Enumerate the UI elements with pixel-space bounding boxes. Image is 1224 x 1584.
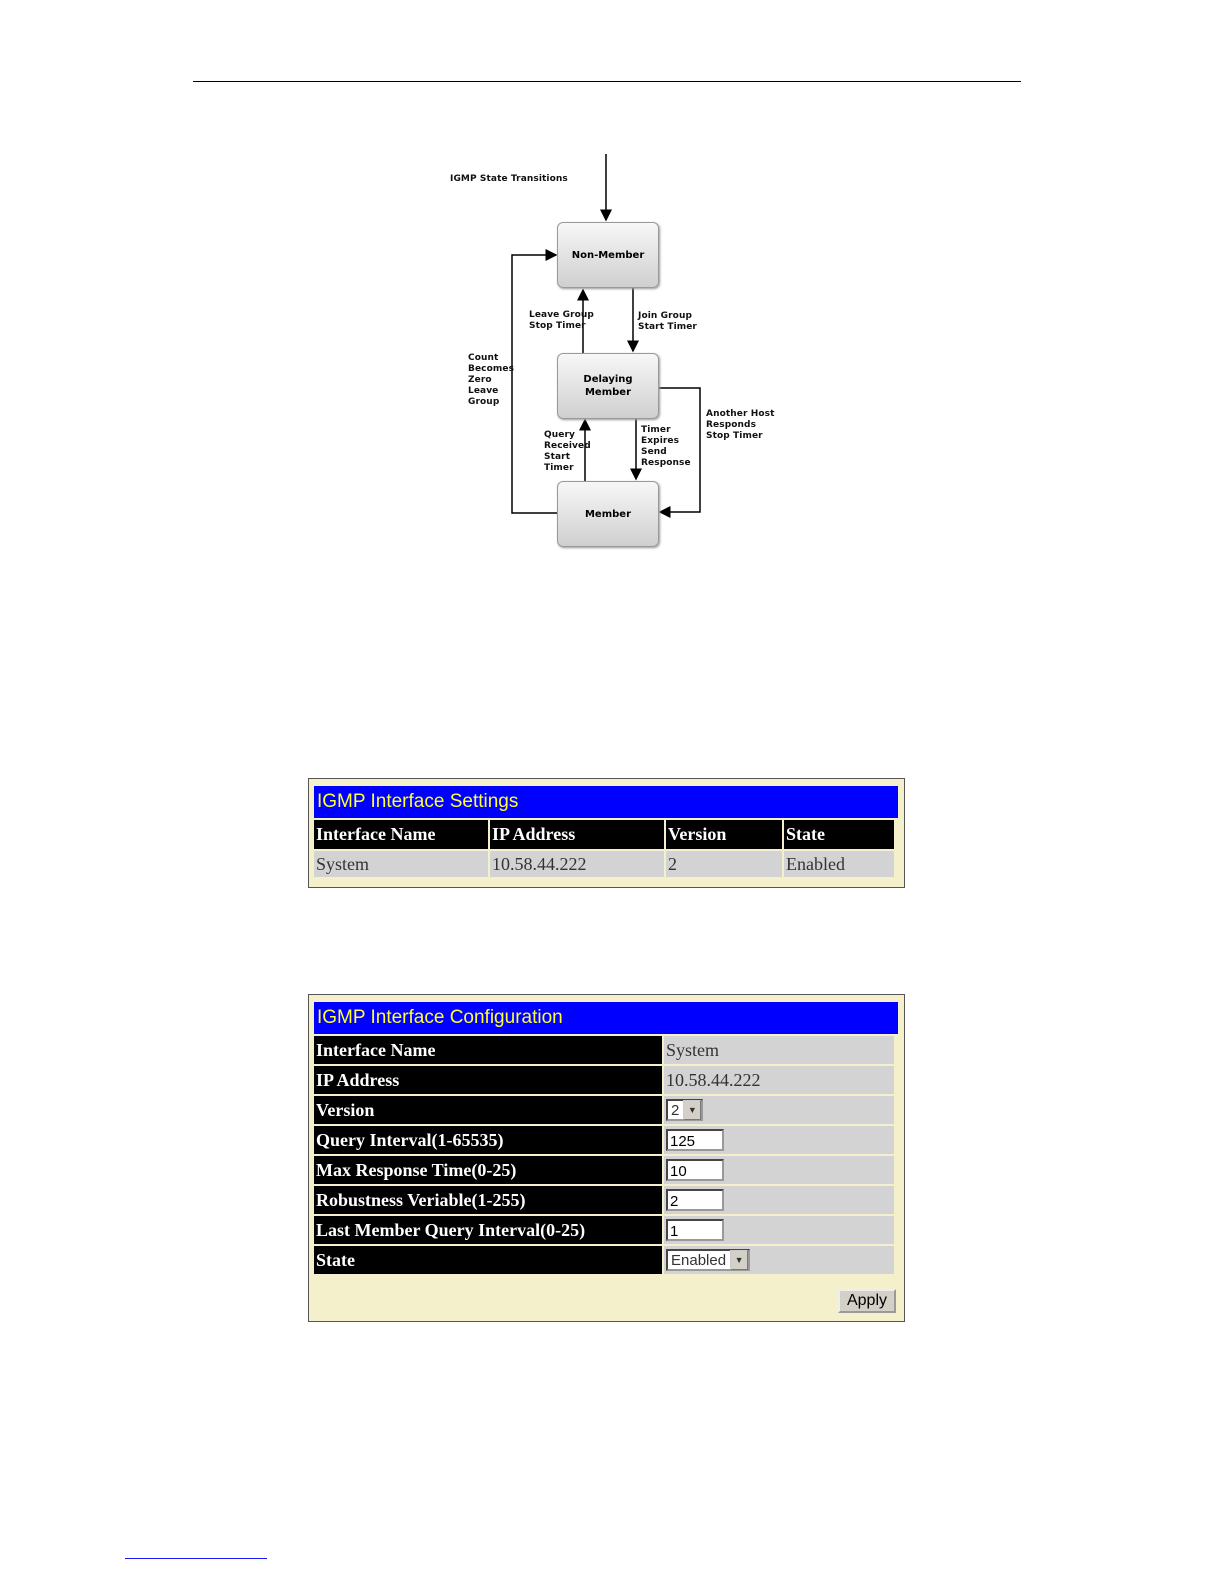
row-max-response [314, 1156, 894, 1184]
leave-group-label: Leave Group Stop Timer [529, 310, 594, 331]
apply-button[interactable]: Apply [838, 1289, 896, 1313]
last-member-input[interactable]: 1 [666, 1219, 724, 1241]
version-label: Version [314, 1096, 662, 1124]
settings-header-row [314, 820, 894, 849]
interface-name-value: System [664, 1036, 894, 1064]
igmp-config-panel [308, 994, 905, 1322]
interface-name-label: Interface Name [314, 1036, 662, 1064]
col-version: Version [666, 820, 782, 849]
query-interval-label: Query Interval(1-65535) [314, 1126, 662, 1154]
count-zero-label: Count Becomes Zero Leave Group [468, 353, 515, 407]
robustness-input[interactable]: 2 [666, 1189, 724, 1211]
ip-cell: 10.58.44.222 [490, 851, 664, 877]
row-robustness [314, 1186, 894, 1214]
row-ip-address [314, 1066, 894, 1094]
config-title: IGMP Interface Configuration [314, 1002, 898, 1034]
query-received-label: Query Received Start Timer [544, 430, 591, 473]
state-non-member: Non-Member [557, 222, 659, 288]
footer-rule [125, 1558, 267, 1559]
state-select[interactable]: Enabled ▼ [666, 1249, 750, 1271]
header-rule [193, 81, 1021, 82]
chevron-down-icon[interactable]: ▼ [683, 1100, 701, 1120]
robustness-label: Robustness Veriable(1-255) [314, 1186, 662, 1214]
ip-address-label: IP Address [314, 1066, 662, 1094]
ip-address-value: 10.58.44.222 [664, 1066, 894, 1094]
state-cell: Enabled [784, 851, 894, 877]
row-interface-name [314, 1036, 894, 1064]
row-version [314, 1096, 894, 1124]
col-ip-address: IP Address [490, 820, 664, 849]
interface-link[interactable]: System [314, 851, 488, 877]
diagram-title: IGMP State Transitions [450, 174, 568, 184]
igmp-state-diagram [440, 150, 800, 560]
state-delaying-member: Delaying Member [557, 353, 659, 419]
another-host-label: Another Host Responds Stop Timer [706, 409, 775, 441]
state-label: State [314, 1246, 662, 1274]
timer-expires-label: Timer Expires Send Response [641, 425, 691, 468]
col-state: State [784, 820, 894, 849]
table-row [314, 851, 894, 877]
count-zero-arrow [512, 255, 558, 513]
state-member: Member [557, 481, 659, 547]
join-group-label: Join Group Start Timer [638, 311, 697, 332]
last-member-label: Last Member Query Interval(0-25) [314, 1216, 662, 1244]
chevron-down-icon[interactable]: ▼ [730, 1250, 748, 1270]
row-state [314, 1246, 894, 1274]
config-table [312, 1034, 896, 1276]
version-select[interactable]: 2 ▼ [666, 1099, 703, 1121]
col-interface-name: Interface Name [314, 820, 488, 849]
version-cell: 2 [666, 851, 782, 877]
row-last-member [314, 1216, 894, 1244]
max-response-label: Max Response Time(0-25) [314, 1156, 662, 1184]
settings-title: IGMP Interface Settings [314, 786, 898, 818]
max-response-input[interactable]: 10 [666, 1159, 724, 1181]
query-interval-input[interactable]: 125 [666, 1129, 724, 1151]
row-query-interval [314, 1126, 894, 1154]
settings-table [312, 818, 896, 879]
igmp-settings-panel [308, 778, 905, 888]
